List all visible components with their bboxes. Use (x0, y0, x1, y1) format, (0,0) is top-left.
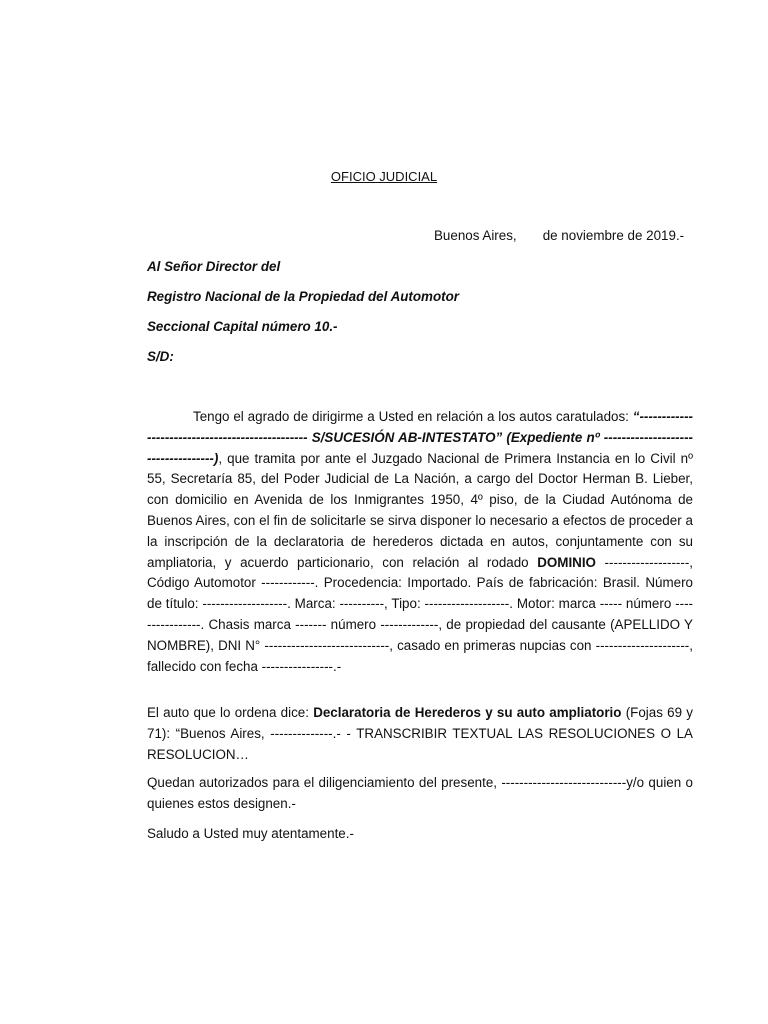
date-city: Buenos Aires, (434, 228, 517, 243)
p1-court: , que tramita por ante el Juzgado Nacional de Primera Instancia en lo Civil nº 55, Secretaría 85, del Poder Judicial de La Nación, a cargo del Doctor Herman B. Lieber, con domicilio en Avenida de los Inmigrantes 1950, 4º piso, de la Ciudad Autónoma de Buenos Aires, con el fin de solicitarle se sirva disponer lo necesario a efectos de proceder a la inscripción de la declaratoria de herederos dictada en autos, conjuntamente con su ampliatoria, y acuerdo particionario, con relación al rodado (147, 450, 693, 570)
date-line (434, 228, 684, 243)
closing-line: Saludo a Usted muy atentamente.- (147, 826, 354, 841)
p2-intro: El auto que lo ordena dice: (147, 705, 314, 720)
body-paragraph-1 (147, 407, 693, 677)
body-paragraph-3: Quedan autorizados para el diligenciamiento del presente, ----------------------------y/o quien o quienes estos designen.- (147, 775, 693, 811)
p1-vehicle: -------------------, Código Automotor ------------. Procedencia: Importado. País de fabricación: Brasil. Número de título: -------------------. Marca: ----------, Tipo: -------------------. Motor: marca ----- número ----------------. Chasis marca ------- número -------------, de propiedad del causante (APELLIDO Y NOMBRE), DNI N° ----------------------------, casado en primeras nupcias con ---------------------, fallecido con fecha ----------------.- (147, 554, 694, 674)
case-caption: “------------------------------------------------ S/SUCESIÓN AB-INTESTATO” (Expediente nº -----------------------------------) (147, 409, 693, 466)
recipient-line-2: Registro Nacional de la Propiedad del Automotor (147, 289, 459, 304)
document-title: OFICIO JUDICIAL (330, 169, 438, 184)
p2-rest: (Fojas 69 y 71): “Buenos Aires, --------------.- - TRANSCRIBIR TEXTUAL LAS RESOLUCIONES O LA RESOLUCION… (147, 705, 693, 762)
recipient-line-4: S/D: (147, 349, 174, 364)
p1-intro: Tengo el agrado de dirigirme a Usted en relación a los autos caratulados: (193, 409, 633, 424)
date-rest: de noviembre de 2019.- (542, 228, 685, 243)
body-paragraph-2 (147, 703, 693, 765)
recipient-line-1: Al Señor Director del (147, 259, 281, 274)
recipient-line-3: Seccional Capital número 10.- (147, 319, 338, 334)
dominio-label: DOMINIO (537, 554, 596, 570)
resolution-title: Declaratoria de Herederos y su auto ampliatorio (313, 705, 622, 720)
